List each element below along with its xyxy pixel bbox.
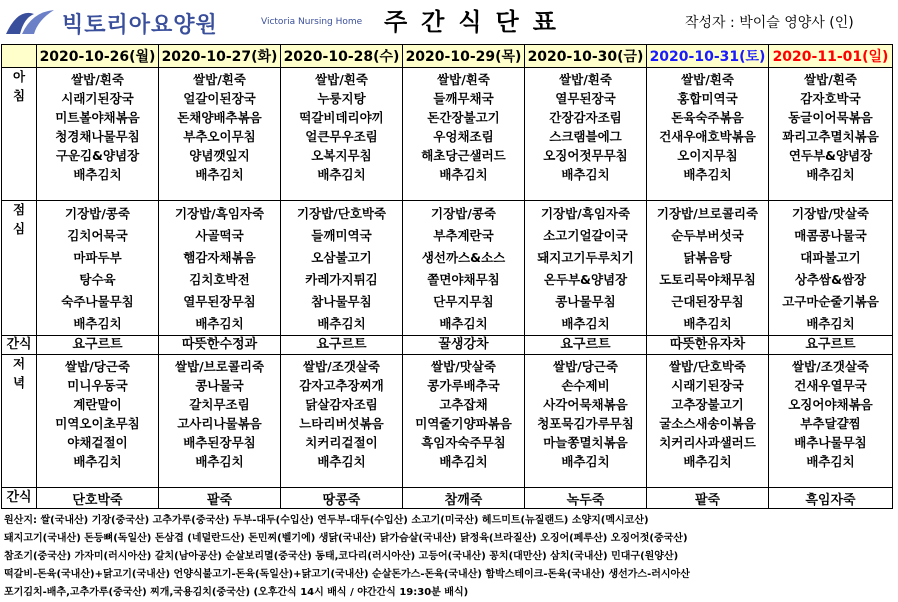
lunch-row (2, 201, 893, 336)
dish-item: 상추쌈&쌈장 (794, 272, 867, 287)
breakfast-cell (647, 68, 769, 201)
lunch-cell (525, 201, 647, 336)
breakfast-dish-list (525, 68, 646, 184)
dish-item: 돈채양배추볶음 (177, 110, 262, 125)
dish-item: 배추김치 (195, 316, 244, 331)
dish-item: 배추김치 (439, 454, 488, 469)
dish-item: 열무된장무침 (183, 294, 256, 309)
dish-item: 배추김치 (195, 454, 244, 469)
dish-item: 배추김치 (561, 316, 610, 331)
dish-item: 배추김치 (73, 316, 122, 331)
dish-item: 떡갈비데리야끼 (299, 110, 384, 125)
dish-item: 배추김치 (683, 316, 732, 331)
dish-item: 간장감자조림 (549, 110, 622, 125)
dish-item: 감자호박국 (800, 91, 861, 106)
dinner-dish-list (159, 355, 280, 471)
dish-item: 배추김치 (806, 454, 855, 469)
dish-item: 단무지무침 (433, 294, 494, 309)
dish-item: 근대된장무침 (671, 294, 744, 309)
dinner-cell (647, 355, 769, 488)
lunch-dish-list (647, 201, 768, 335)
dish-item: 시래기된장국 (671, 378, 744, 393)
breakfast-cell (281, 68, 403, 201)
lunch-dish-list (403, 201, 524, 335)
dish-item: 배추김치 (317, 167, 366, 182)
dinner-dish-list (769, 355, 892, 471)
snack-cell: 요구르트 (281, 336, 403, 355)
dish-item: 쌀밥/흰죽 (71, 72, 124, 87)
dish-item: 오징어야채볶음 (788, 397, 873, 412)
date-header: 2020-10-27(화) (159, 45, 281, 68)
dish-item: 도토리묵야채무침 (659, 272, 756, 287)
dish-item: 배추김치 (683, 454, 732, 469)
dish-item: 소고기얼갈이국 (543, 228, 628, 243)
dish-item: 미역오이초무침 (55, 416, 140, 431)
breakfast-label (2, 68, 37, 201)
dish-item: 굴소스새송이볶음 (659, 416, 756, 431)
breakfast-cell (769, 68, 893, 201)
dish-item: 쌀밥/흰죽 (437, 72, 490, 87)
dish-item: 기장밥/브로콜리죽 (656, 206, 759, 221)
dish-item: 흑임자숙주무침 (421, 435, 506, 450)
breakfast-dish-list (281, 68, 402, 184)
dish-item: 쌀밥/단호박죽 (668, 359, 747, 374)
dish-item: 누룽지탕 (317, 91, 366, 106)
lunch-cell (281, 201, 403, 336)
dish-item: 기장밥/콩죽 (65, 206, 130, 221)
lunch-label-text: 점 심 (12, 202, 26, 236)
logo-name: 빅토리아요양원 (62, 13, 218, 38)
dish-item: 배추김치 (317, 454, 366, 469)
porridge-cell: 녹두죽 (525, 488, 647, 509)
dish-item: 기장밥/단호박죽 (296, 206, 387, 221)
dish-item: 쫄면야채무침 (427, 272, 500, 287)
snack-row (2, 336, 893, 355)
dish-item: 콩가루배추국 (427, 378, 500, 393)
dish-item: 배추김치 (73, 167, 122, 182)
origin-line: 참조기(중국산) 가자미(러시아산) 갈치(남아공산) 순살보리멸(중국산) 동태,코다리(러시아산) 고등어(국내산) 꽁치(대만산) 삼치(국내산) 민대구(원양산) (4, 551, 679, 562)
dish-item: 배추나물무침 (794, 435, 867, 450)
dish-item: 쌀밥/흰죽 (559, 72, 612, 87)
dish-item: 김치호박전 (189, 272, 250, 287)
breakfast-cell (37, 68, 159, 201)
dish-item: 오징어젓무무침 (543, 148, 628, 163)
lunch-cell (37, 201, 159, 336)
dish-item: 치커리사과샐러드 (659, 435, 756, 450)
dish-item: 건새우열무국 (794, 378, 867, 393)
dish-item: 미역줄기양파볶음 (415, 416, 512, 431)
date-header: 2020-10-26(월) (37, 45, 159, 68)
dish-item: 양념깻잎지 (189, 148, 250, 163)
dish-item: 배추김치 (317, 316, 366, 331)
lunch-cell (769, 201, 893, 336)
breakfast-dish-list (37, 68, 158, 184)
lunch-dish-list (769, 201, 892, 335)
dish-item: 돈간장불고기 (427, 110, 500, 125)
dish-item: 홍합미역국 (677, 91, 738, 106)
dish-item: 쌀밥/흰죽 (681, 72, 734, 87)
dish-item: 느타리버섯볶음 (299, 416, 384, 431)
lunch-dish-list (281, 201, 402, 335)
porridge-label: 간식 (2, 488, 37, 509)
dish-item: 쌀밥/흰죽 (315, 72, 368, 87)
dinner-dish-list (281, 355, 402, 471)
dinner-cell (769, 355, 893, 488)
dish-item: 돼지고기두루치기 (537, 250, 634, 265)
dish-item: 기장밥/흑임자죽 (540, 206, 631, 221)
dish-item: 배추김치 (806, 316, 855, 331)
dinner-dish-list (525, 355, 646, 471)
dish-item: 스크램블에그 (549, 129, 622, 144)
author-line: 작성자 : 박이슬 영양사 (인) (685, 15, 854, 31)
lunch-cell (647, 201, 769, 336)
date-header-sunday: 2020-11-01(일) (769, 45, 893, 68)
dish-item: 배추김치 (195, 167, 244, 182)
lunch-dish-list (525, 201, 646, 335)
dish-item: 부추오이무침 (183, 129, 256, 144)
breakfast-label-text: 아 침 (12, 69, 26, 103)
dish-item: 오복지무침 (311, 148, 372, 163)
dish-item: 닭볶음탕 (683, 250, 732, 265)
dish-item: 오이지무침 (677, 148, 738, 163)
corner-cell (2, 45, 37, 68)
dish-item: 연두부&양념장 (788, 148, 873, 163)
lunch-cell (403, 201, 525, 336)
dish-item: 해초당근샐러드 (421, 148, 506, 163)
dinner-label-text: 저 녁 (12, 356, 26, 390)
dish-item: 오삼불고기 (311, 250, 372, 265)
dinner-cell (525, 355, 647, 488)
dish-item: 쌀밥/조갯살죽 (791, 359, 870, 374)
snack-cell: 요구르트 (769, 336, 893, 355)
dish-item: 갈치무조림 (189, 397, 250, 412)
dish-item: 마늘쫑멸치볶음 (543, 435, 628, 450)
dish-item: 김치어묵국 (67, 228, 128, 243)
snack-cell: 따뜻한수정과 (159, 336, 281, 355)
dish-item: 쌀밥/조갯살죽 (302, 359, 381, 374)
breakfast-dish-list (159, 68, 280, 184)
dinner-label (2, 355, 37, 488)
dish-item: 기장밥/흑임자죽 (174, 206, 265, 221)
dish-item: 우엉채조림 (433, 129, 494, 144)
dish-item: 치커리겉절이 (305, 435, 378, 450)
porridge-cell: 팥죽 (647, 488, 769, 509)
lunch-dish-list (37, 201, 158, 335)
dish-item: 생선까스&소스 (421, 250, 506, 265)
page-header (0, 0, 898, 44)
weekly-menu-table (1, 44, 893, 509)
dish-item: 쌀밥/당근죽 (65, 359, 130, 374)
date-header-saturday: 2020-10-31(토) (647, 45, 769, 68)
date-header: 2020-10-29(목) (403, 45, 525, 68)
page-title: 주간식단표 (384, 8, 570, 36)
date-header-row (2, 45, 893, 68)
dinner-dish-list (403, 355, 524, 471)
snack-cell: 따뜻한유자차 (647, 336, 769, 355)
porridge-cell: 흑임자죽 (769, 488, 893, 509)
dish-item: 들깨무채국 (433, 91, 494, 106)
dish-item: 부추달걀찜 (800, 416, 861, 431)
dish-item: 고추잡채 (439, 397, 488, 412)
origin-line: 포기김치-배추,고추가루(중국산) 찌개,국용김치(중국산) (오후간식 14시 배식 / 야간간식 19:30분 배식) (4, 587, 469, 598)
dish-item: 콩나물무침 (555, 294, 616, 309)
dish-item: 고사리나물볶음 (177, 416, 262, 431)
dinner-cell (37, 355, 159, 488)
dish-item: 손수제비 (561, 378, 610, 393)
dish-item: 마파두부 (73, 250, 122, 265)
dish-item: 청포묵김가루무침 (537, 416, 634, 431)
dish-item: 얼큰무우조림 (305, 129, 378, 144)
dinner-cell (281, 355, 403, 488)
dish-item: 배추김치 (806, 167, 855, 182)
dish-item: 햄감자채볶음 (183, 250, 256, 265)
date-header: 2020-10-30(금) (525, 45, 647, 68)
dish-item: 감자고추장찌개 (299, 378, 384, 393)
lunch-dish-list (159, 201, 280, 335)
breakfast-row (2, 68, 893, 201)
porridge-cell: 팥죽 (159, 488, 281, 509)
porridge-row (2, 488, 893, 509)
breakfast-dish-list (647, 68, 768, 184)
breakfast-dish-list (403, 68, 524, 184)
date-header: 2020-10-28(수) (281, 45, 403, 68)
dish-item: 미트볼야채볶음 (55, 110, 140, 125)
dish-item: 닭살감자조림 (305, 397, 378, 412)
dinner-dish-list (647, 355, 768, 471)
origin-notes (4, 512, 894, 602)
dish-item: 사각어묵채볶음 (543, 397, 628, 412)
porridge-cell: 땅콩죽 (281, 488, 403, 509)
dish-item: 꽈리고추멸치볶음 (782, 129, 879, 144)
dish-item: 순두부버섯국 (671, 228, 744, 243)
dish-item: 탕수육 (79, 272, 116, 287)
dish-item: 쌀밥/브로콜리죽 (174, 359, 265, 374)
dish-item: 배추김치 (683, 167, 732, 182)
dish-item: 청경채나물무침 (55, 129, 140, 144)
breakfast-cell (403, 68, 525, 201)
dinner-cell (159, 355, 281, 488)
logo (4, 2, 374, 40)
dish-item: 쌀밥/당근죽 (553, 359, 618, 374)
dish-item: 쌀밥/맛살죽 (431, 359, 496, 374)
dish-item: 계란말이 (73, 397, 122, 412)
breakfast-dish-list (769, 68, 892, 184)
dish-item: 콩나물국 (195, 378, 244, 393)
origin-line: 원산지: 쌀(국내산) 기장(중국산) 고추가루(중국산) 두부-대두(수입산) 연두부-대두(수입산) 소고기(미국산) 헤드미트(뉴질랜드) 소양지(멕시코산) (4, 515, 649, 526)
dish-item: 숙주나물무침 (61, 294, 134, 309)
breakfast-cell (159, 68, 281, 201)
dish-item: 고추장불고기 (671, 397, 744, 412)
porridge-cell: 참깨죽 (403, 488, 525, 509)
dish-item: 사골떡국 (195, 228, 244, 243)
dish-item: 열무된장국 (555, 91, 616, 106)
dish-item: 얼갈이된장국 (183, 91, 256, 106)
dish-item: 배추김치 (561, 167, 610, 182)
dish-item: 구운김&양념장 (55, 148, 140, 163)
dish-item: 기장밥/콩죽 (431, 206, 496, 221)
dinner-cell (403, 355, 525, 488)
logo-icon (4, 4, 60, 38)
dish-item: 배추김치 (73, 454, 122, 469)
logo-subtitle: Victoria Nursing Home (261, 17, 363, 27)
dinner-dish-list (37, 355, 158, 471)
dish-item: 배추김치 (439, 167, 488, 182)
dish-item: 배추된장무침 (183, 435, 256, 450)
dish-item: 야채겉절이 (67, 435, 128, 450)
dish-item: 배추김치 (561, 454, 610, 469)
lunch-cell (159, 201, 281, 336)
snack-cell: 요구르트 (525, 336, 647, 355)
dish-item: 참나물무침 (311, 294, 372, 309)
dinner-row (2, 355, 893, 488)
dish-item: 기장밥/맛살죽 (791, 206, 870, 221)
origin-line: 돼지고기(국내산) 돈등뼈(독일산) 돈삼겹 (네덜란드산) 돈민찌(벨기에) 생닭(국내산) 닭가슴살(국내산) 닭정육(브라질산) 오징어(페루산) 오징어젓(중국산) (4, 533, 688, 544)
dish-item: 고구마순줄기볶음 (782, 294, 879, 309)
dish-item: 매콤콩나물국 (794, 228, 867, 243)
dish-item: 건새우애호박볶음 (659, 129, 756, 144)
dish-item: 카레가지튀김 (305, 272, 378, 287)
dish-item: 쌀밥/흰죽 (804, 72, 857, 87)
snack-label: 간식 (2, 336, 37, 355)
dish-item: 대파불고기 (800, 250, 861, 265)
dish-item: 배추김치 (439, 316, 488, 331)
dish-item: 시래기된장국 (61, 91, 134, 106)
snack-cell: 꿀생강차 (403, 336, 525, 355)
lunch-label (2, 201, 37, 336)
dish-item: 돈육숙주볶음 (671, 110, 744, 125)
dish-item: 들깨미역국 (311, 228, 372, 243)
dish-item: 쌀밥/흰죽 (193, 72, 246, 87)
dish-item: 부추계란국 (433, 228, 494, 243)
dish-item: 미니우동국 (67, 378, 128, 393)
snack-cell: 요구르트 (37, 336, 159, 355)
dish-item: 온두부&양념장 (543, 272, 628, 287)
origin-line: 떡갈비-돈육(국내산)+닭고기(국내산) 언양식불고기-돈육(독일산)+닭고기(국내산) 순살돈가스-돈육(국내산) 함박스테이크-돈육(국내산) 생선가스-러시아산 (4, 569, 690, 580)
porridge-cell: 단호박죽 (37, 488, 159, 509)
breakfast-cell (525, 68, 647, 201)
dish-item: 동글이어묵볶음 (788, 110, 873, 125)
